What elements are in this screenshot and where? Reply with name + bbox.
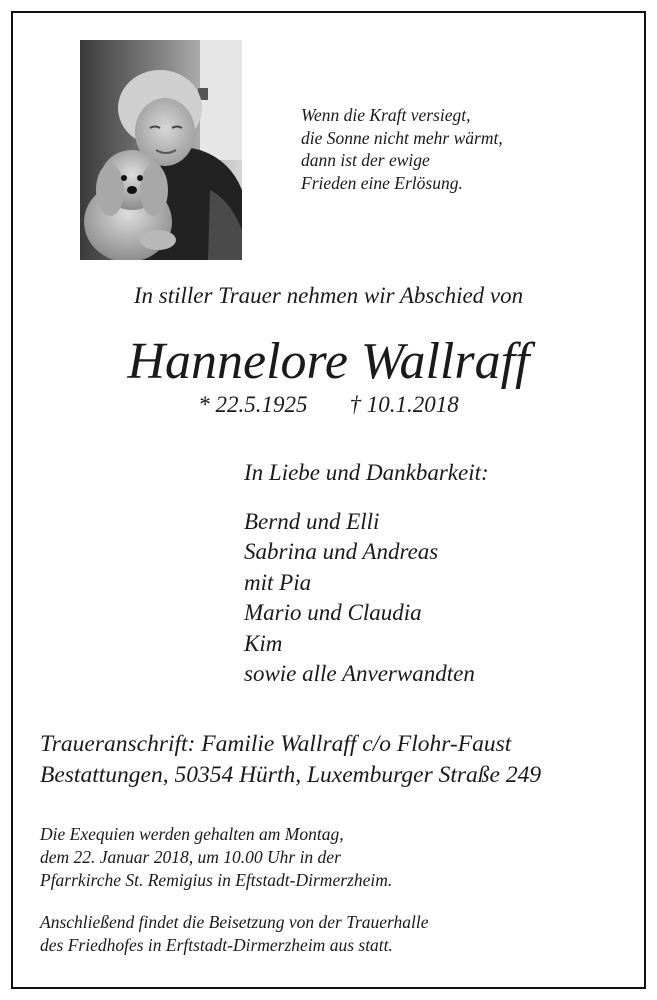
mourner-line: mit Pia (244, 569, 312, 595)
life-dates (0, 390, 657, 420)
service-line: Pfarrkirche St. Remigius in Eftstadt-Dirmerzheim. (40, 870, 393, 890)
burial-line: des Friedhofes in Erftstadt-Dirmerzheim aus statt. (40, 935, 393, 955)
birth-date: * 22.5.1925 (198, 392, 308, 417)
mourner-line: Sabrina und Andreas (244, 539, 439, 565)
death-date: † 10.1.2018 (349, 392, 459, 417)
service-line: dem 22. Januar 2018, um 10.00 Uhr in der (40, 847, 341, 867)
thanks-heading: In Liebe und Dankbarkeit: (244, 460, 489, 485)
deceased-name: Hannelore Wallraff (127, 333, 530, 390)
mourner-line: Mario und Claudia (244, 600, 422, 626)
intro-text: In stiller Trauer nehmen wir Abschied von (133, 283, 524, 308)
mourner-line: Kim (244, 630, 283, 656)
portrait-photo (80, 40, 242, 260)
motto-line: Wenn die Kraft versiegt, (301, 105, 471, 125)
address-line: Bestattungen, 50354 Hürth, Luxemburger Straße 249 (40, 762, 542, 788)
burial-line: Anschließend findet die Beisetzung von der Trauerhalle (40, 912, 429, 932)
address-line: Traueranschrift: Familie Wallraff c/o Flohr-Faust (40, 731, 512, 757)
motto-verse (301, 104, 601, 194)
burial-notice (40, 911, 429, 957)
service-line: Die Exequien werden gehalten am Montag, (40, 824, 344, 844)
mourning-address (40, 729, 541, 791)
service-notice (40, 823, 392, 892)
mourner-line: sowie alle Anverwandten (244, 661, 475, 687)
mourners-list (244, 507, 475, 689)
mourner-line: Bernd und Elli (244, 509, 380, 534)
motto-line: die Sonne nicht mehr wärmt, (301, 127, 503, 148)
motto-line: Frieden eine Erlösung. (301, 172, 463, 193)
motto-line: dann ist der ewige (301, 150, 430, 170)
